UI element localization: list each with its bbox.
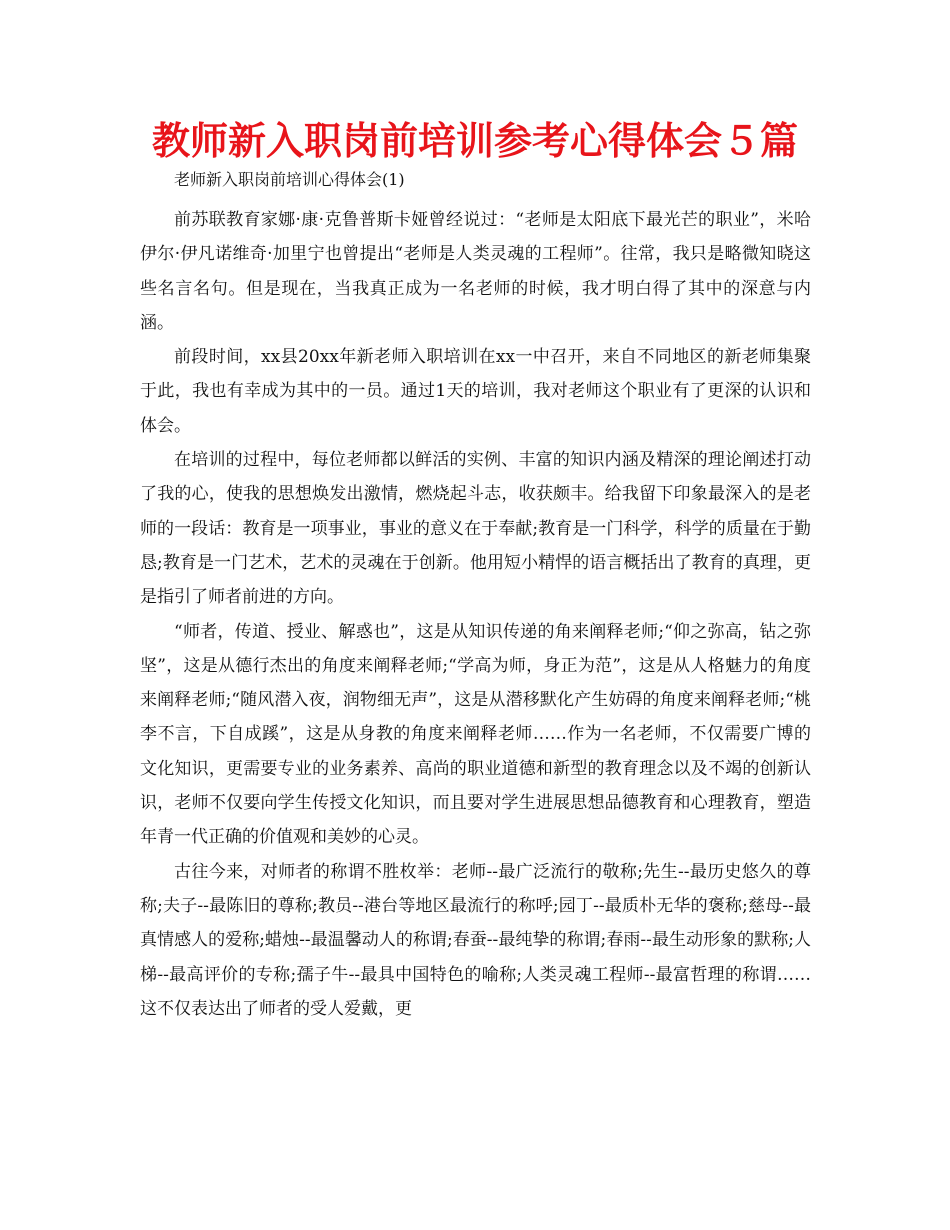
section-subtitle: 老师新入职岗前培训心得体会(1)	[174, 170, 405, 189]
paragraph: “师者，传道、授业、解惑也”，这是从知识传递的角来阐释老师;“仰之弥高，钻之弥坚”，这是从德行杰出的角度来阐释老师;“学高为师，身正为范”，这是从人格魅力的角度来阐释老师;“随风潜入夜，润物细无声”，这是从潜移默化产生妨碍的角度来阐释老师;“桃李不言，下自成蹊”，这是从身教的角度来阐释老师……作为一名老师，不仅需要广博的文化知识，更需要专业的业务素养、高尚的职业道德和新型的教育理念以及不竭的创新认识，老师不仅要向学生传授文化知识，而且要对学生进展思想品德教育和心理教育，塑造年青一代正确的价值观和美妙的心灵。	[140, 621, 811, 848]
paragraph: 前苏联教育家娜·康·克鲁普斯卡娅曾经说过：“老师是太阳底下最光芒的职业”，米哈伊尔·伊凡诺维奇·加里宁也曾提出“老师是人类灵魂的工程师”。往常，我只是略微知晓这些名言名句。但是现在，当我真正成为一名老师的时候，我才明白得了其中的深意与内涵。	[140, 210, 811, 333]
paragraph: 古往今来，对师者的称谓不胜枚举：老师--最广泛流行的敬称;先生--最历史悠久的尊称;夫子--最陈旧的尊称;教员--港台等地区最流行的称呼;园丁--最质朴无华的褒称;慈母--最真情感人的爱称;蜡烛--最温馨动人的称谓;春蚕--最纯挚的称谓;春雨--最生动形象的默称;人梯--最高评价的专称;孺子牛--最具中国特色的喻称;人类灵魂工程师--最富哲理的称谓……这不仅表达出了师者的受人爱戴，更	[140, 861, 811, 1019]
paragraph: 前段时间，xx县20xx年新老师入职培训在xx一中召开，来自不同地区的新老师集聚于此，我也有幸成为其中的一员。通过1天的培训，我对老师这个职业有了更深的认识和体会。	[140, 347, 811, 436]
paragraph: 在培训的过程中，每位老师都以鲜活的实例、丰富的知识内涵及精深的理论阐述打动了我的心，使我的思想焕发出激情，燃烧起斗志，收获颇丰。给我留下印象最深入的是老师的一段话：教育是一项事业，事业的意义在于奉献;教育是一门科学，科学的质量在于勤恳;教育是一门艺术，艺术的灵魂在于创新。他用短小精悍的语言概括出了教育的真理，更是指引了师者前进的方向。	[140, 450, 811, 608]
document-title: 教师新入职岗前培训参考心得体会５篇	[151, 119, 798, 163]
document-body	[140, 203, 811, 1026]
